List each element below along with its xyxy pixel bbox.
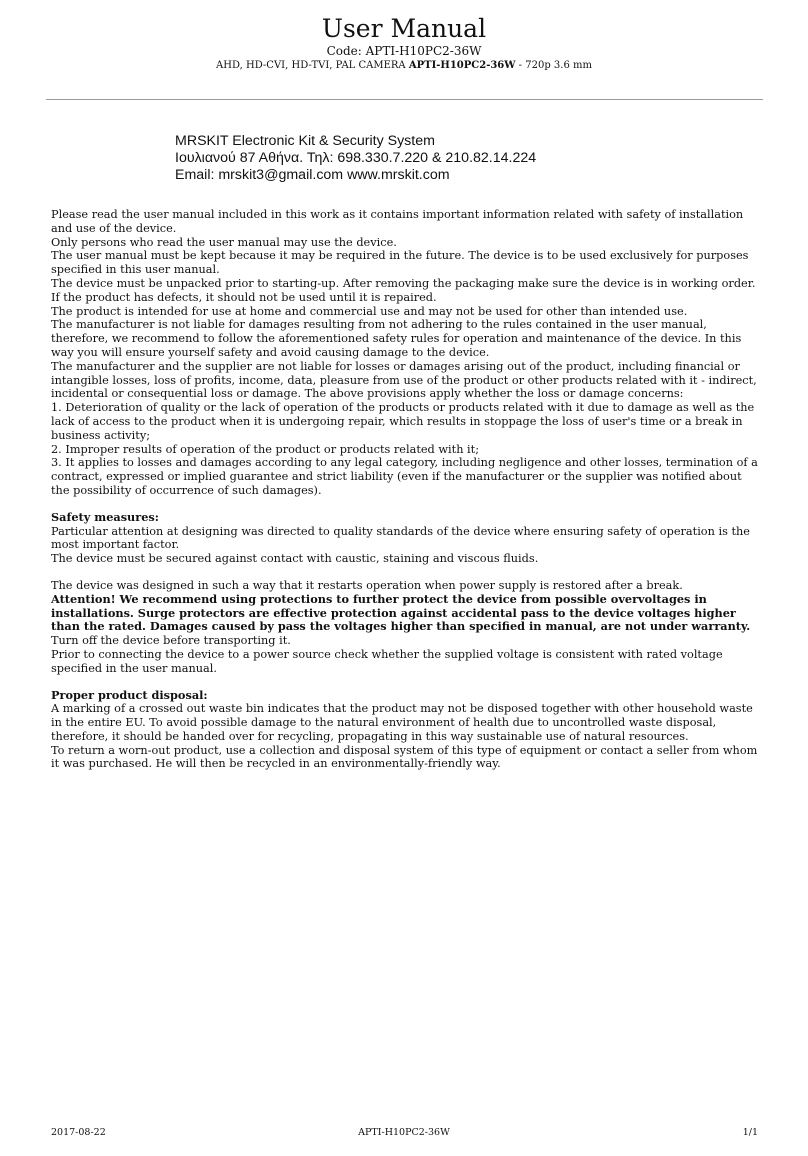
intro-paragraph: The manufacturer and the supplier are not liable for losses or damages arising out of the product, including financial or intangible losses, loss of profits, income, data, pleasure from use of the product or other products related with it - indirect, incidental or consequential loss or damage. The above provisions apply whether the loss or damage concerns: <box>51 359 757 401</box>
intro-paragraph: The user manual must be kept because it may be required in the future. The device is to be used exclusively for purposes specified in this user manual. <box>51 249 749 277</box>
safety-paragraph: Prior to connecting the device to a power source check whether the supplied voltage is consistent with rated voltage specified in the user manual. <box>51 647 723 675</box>
safety-paragraph: The device must be secured against contact with caustic, staining and viscous fluids. <box>51 552 539 566</box>
spacer <box>51 566 763 579</box>
footer-page-number: 1/1 <box>742 1127 758 1138</box>
subtitle-model: APTI-H10PC2-36W <box>408 60 516 71</box>
product-code: Code: APTI-H10PC2-36W <box>326 44 482 58</box>
company-contact: Email: mrskit3@gmail.com www.mrskit.com <box>175 167 450 183</box>
safety-paragraph: The device was designed in such a way that it restarts operation when power supply is restored after a break. <box>51 578 683 592</box>
header-divider <box>46 99 763 100</box>
intro-paragraph: The product is intended for use at home and commercial use and may not be used for other than intended use. <box>51 304 688 318</box>
safety-heading: Safety measures: <box>51 509 159 524</box>
subtitle-prefix: AHD, HD-CVI, HD-TVI, PAL CAMERA <box>216 60 409 71</box>
footer-model: APTI-H10PC2-36W <box>358 1127 450 1138</box>
manual-body <box>51 208 763 771</box>
intro-list-item: 1. Deterioration of quality or the lack of operation of the products or products related with it due to damage as well as the lack of access to the product when it is undergoing repair, which results in stoppage the loss of user's time or a break in business activity; <box>51 401 755 442</box>
safety-paragraph: Turn off the device before transporting it. <box>51 634 291 648</box>
subtitle-suffix: - 720p 3.6 mm <box>515 60 592 71</box>
product-subtitle <box>0 59 808 73</box>
safety-paragraph: Particular attention at designing was directed to quality standards of the device where ensuring safety of operation is the most important factor. <box>51 524 750 552</box>
company-name: MRSKIT Electronic Kit & Security System <box>175 133 435 149</box>
disposal-paragraph: To return a worn-out product, use a collection and disposal system of this type of equipment or contact a seller from whom it was purchased. He will then be recycled in an environmentally-friendly way. <box>51 743 758 771</box>
spacer <box>51 498 763 511</box>
intro-list-item: 2. Improper results of operation of the product or products related with it; <box>51 442 480 456</box>
intro-paragraph: The manufacturer is not liable for damages resulting from not adhering to the rules contained in the user manual, therefore, we recommend to follow the aforementioned safety rules for operation and maintenance of the device. In this way you will ensure yourself safety and avoid causing damage to the device. <box>51 318 742 359</box>
page-title: User Manual <box>321 14 487 43</box>
intro-paragraph: If the product has defects, it should not be used until it is repaired. <box>51 290 437 304</box>
attention-warning: Attention! We recommend using protections to further protect the device from possible overvoltages in installations. Surge protectors are effective protection against accidental pass to the device voltages higher than the rated. Damages caused by pass the voltages higher than specified in manual, are not under warranty. <box>51 591 751 634</box>
disposal-paragraph: A marking of a crossed out waste bin indicates that the product may not be disposed together with other household waste in the entire EU. To avoid possible damage to the natural environment of health due to uncontrolled waste disposal, therefore, it should be handed over for recycling, propagating in this way sustainable use of natural resources. <box>51 702 753 743</box>
intro-list-item: 3. It applies to losses and damages according to any legal category, including negligence and other losses, termination of a contract, expressed or implied guarantee and strict liability (even if the manufacturer or the supplier was notified about the possibility of occurrence of such damages). <box>51 456 758 497</box>
company-address: Ιουλιανού 87 Αθήνα. Τηλ: 698.330.7.220 & 210.82.14.224 <box>175 150 537 166</box>
intro-paragraph: Only persons who read the user manual may use the device. <box>51 235 397 249</box>
disposal-heading: Proper product disposal: <box>51 687 208 702</box>
intro-paragraph: Please read the user manual included in this work as it contains important information related with safety of installation and use of the device. <box>51 208 744 235</box>
intro-paragraph: The device must be unpacked prior to starting-up. After removing the packaging make sure the device is in working order. <box>51 276 756 290</box>
footer-date: 2017-08-22 <box>51 1127 106 1138</box>
company-info <box>175 133 536 184</box>
document-header <box>0 14 808 73</box>
spacer <box>51 676 763 689</box>
